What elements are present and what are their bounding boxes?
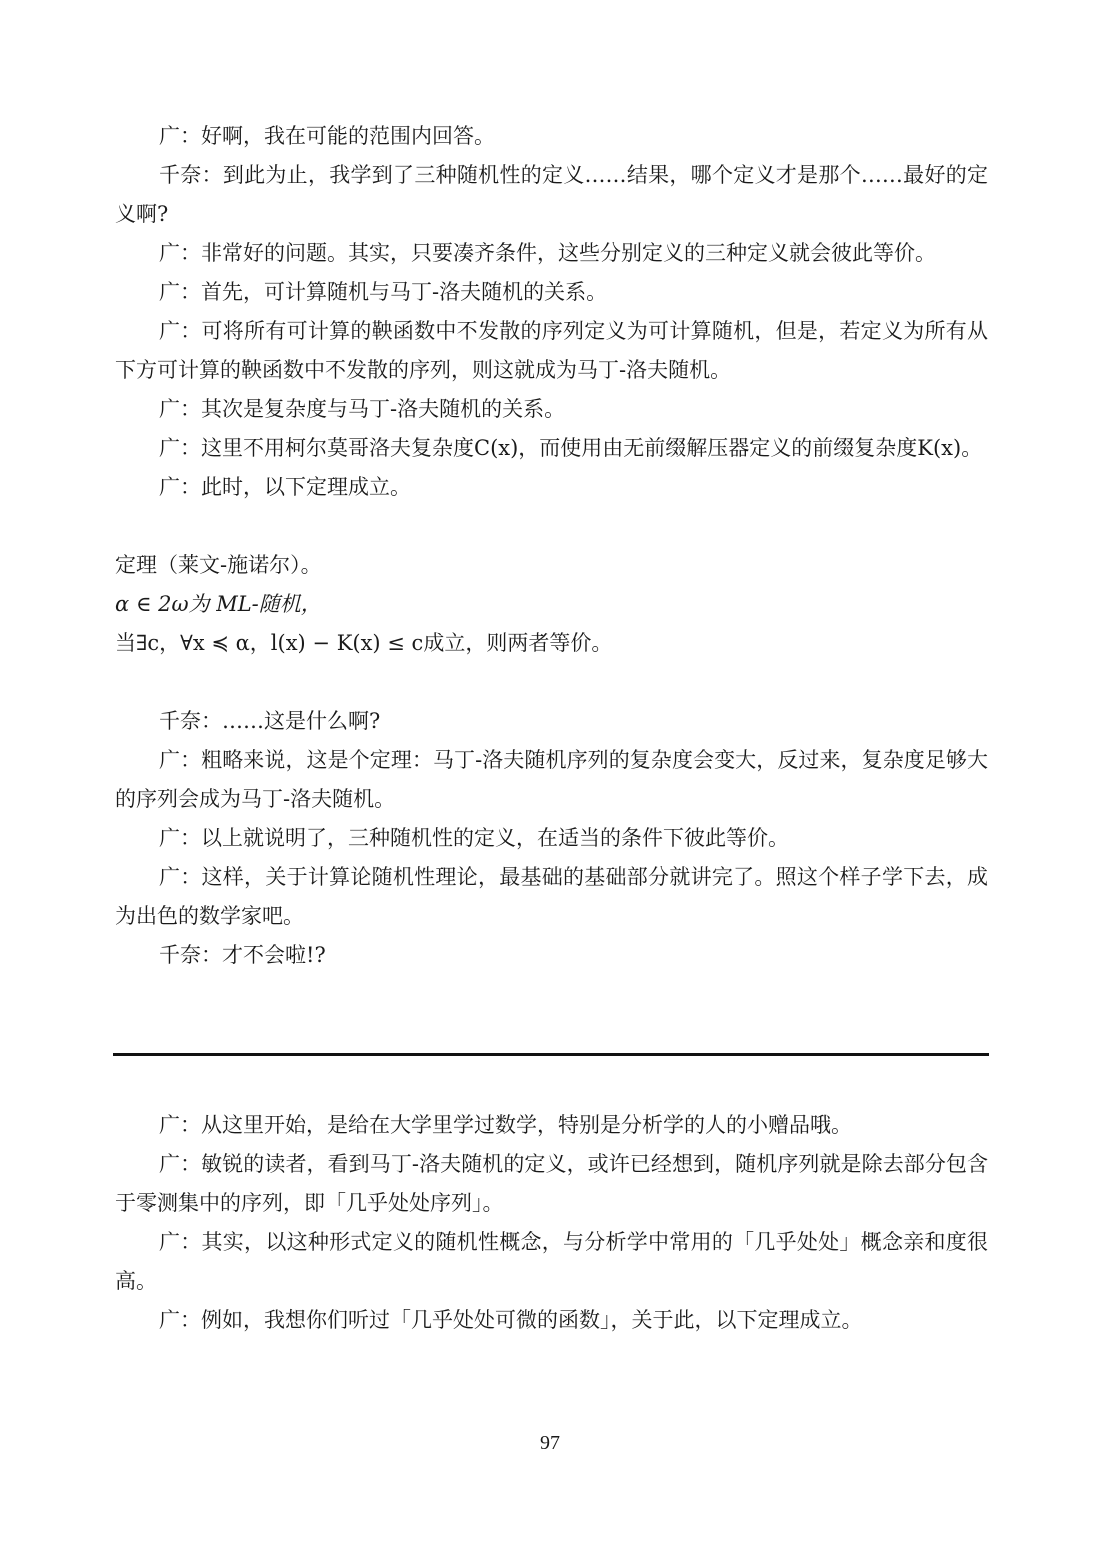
paragraph: 广：这样，关于计算论随机性理论，最基础的基础部分就讲完了。照这个样子学下去，成为出色的数学家吧。 [115,865,988,928]
paragraph: 广：例如，我想你们听过「几乎处处可微的函数」，关于此，以下定理成立。 [159,1308,863,1332]
paragraph: 广：敏锐的读者，看到马丁-洛夫随机的定义，或许已经想到，随机序列就是除去部分包含于零测集中的序列，即「几乎处处序列」。 [115,1152,988,1215]
spacer [115,507,988,546]
paragraph: 广：其次是复杂度与马丁-洛夫随机的关系。 [159,397,566,421]
paragraph: 广：非常好的问题。其实，只要凑齐条件，这些分别定义的三种定义就会彼此等价。 [159,241,936,265]
theorem-line-1: α ∈ 2ω为 ML-随机， [115,592,322,616]
paragraph: 广：其实，以这种形式定义的随机性概念，与分析学中常用的「几乎处处」概念亲和度很高。 [115,1230,988,1293]
theorem-block [115,546,988,663]
theorem-title: 定理（莱文-施诺尔）。 [115,553,322,577]
paragraph: 广：以上就说明了，三种随机性的定义，在适当的条件下彼此等价。 [159,826,789,850]
paragraph: 广：可将所有可计算的鞅函数中不发散的序列定义为可计算随机，但是，若定义为所有从下方可计算的鞅函数中不发散的序列，则这就成为马丁-洛夫随机。 [115,319,988,382]
paragraph: 广：首先，可计算随机与马丁-洛夫随机的关系。 [159,280,608,304]
paragraph: 广：这里不用柯尔莫哥洛夫复杂度C(x)，而使用由无前缀解压器定义的前缀复杂度K(x)。 [159,436,983,460]
paragraph: 千奈：……这是什么啊? [159,709,381,733]
paragraph: 广：粗略来说，这是个定理：马丁-洛夫随机序列的复杂度会变大，反过来，复杂度足够大的序列会成为马丁-洛夫随机。 [115,748,988,811]
appendix-text [115,1106,988,1340]
main-text [115,117,988,975]
spacer [115,663,988,702]
paragraph: 千奈：到此为止，我学到了三种随机性的定义……结果，哪个定义才是那个……最好的定义啊? [115,163,988,226]
paragraph: 广：此时，以下定理成立。 [159,475,411,499]
page-number: 97 [540,1432,560,1454]
paragraph: 广：从这里开始，是给在大学里学过数学，特别是分析学的人的小赠品哦。 [159,1113,852,1137]
paragraph: 千奈：才不会啦!? [159,943,326,967]
paragraph: 广：好啊，我在可能的范围内回答。 [159,124,495,148]
section-divider [113,1053,989,1056]
theorem-line-2: 当∃c，∀x ≼ α，l(x) − K(x) ≤ c成立，则两者等价。 [115,631,613,655]
